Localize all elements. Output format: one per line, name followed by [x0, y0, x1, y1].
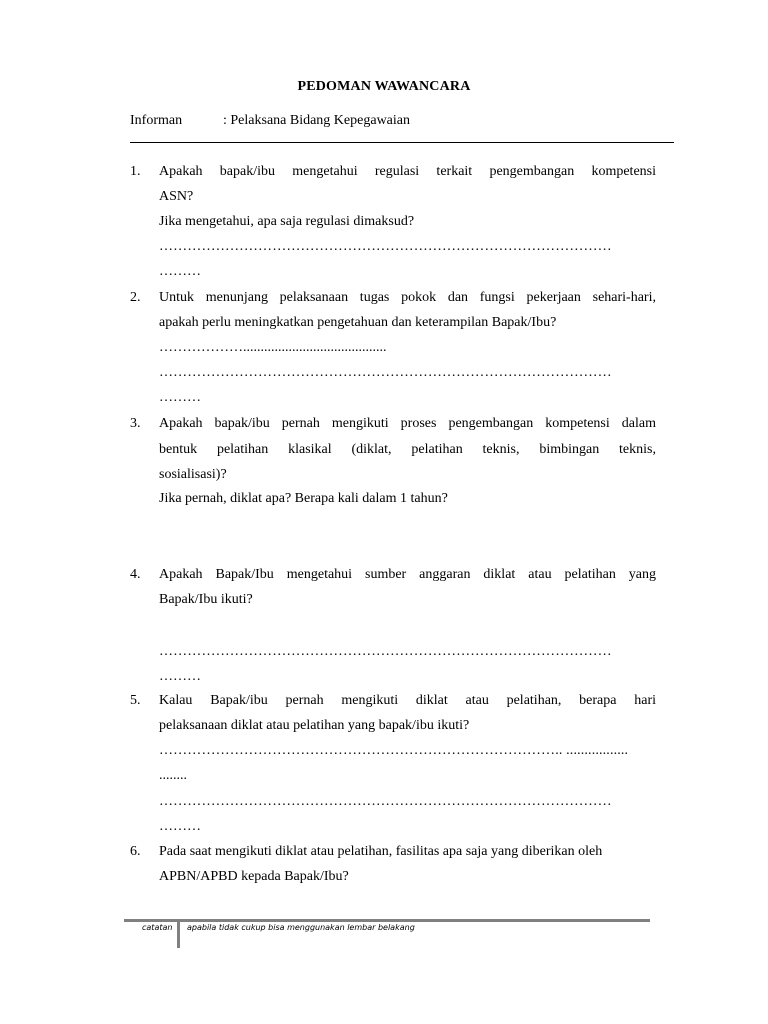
question-number: 5. [130, 693, 141, 708]
question-text: ASN? [159, 189, 194, 204]
question-text: Apakah bapak/ibu mengetahui regulasi terkait pengembangan kompetensi [159, 164, 656, 179]
answer-dotted-line: ………………………………………………………………………….. ................. [159, 743, 629, 758]
question-text: apakah perlu meningkatkan pengetahuan dan keterampilan Bapak/Ibu? [159, 315, 557, 330]
answer-dotted-line: ……… [159, 390, 201, 405]
answer-dotted-line: …………………………………………………………………………………… [159, 239, 612, 254]
informant-value: : Pelaksana Bidang Kepegawaian [223, 113, 410, 128]
question-text: Jika mengetahui, apa saja regulasi dimaksud? [159, 214, 415, 229]
question-text: pelaksanaan diklat atau pelatihan yang bapak/ibu ikuti? [159, 718, 470, 733]
answer-dotted-line: ………………......................................... [159, 340, 387, 355]
question-text: sosialisasi)? [159, 467, 227, 482]
question-text: Untuk menunjang pelaksanaan tugas pokok dan fungsi pekerjaan sehari-hari, [159, 290, 656, 305]
answer-dotted-line: …………………………………………………………………………………… [159, 644, 612, 659]
question-text: APBN/APBD kepada Bapak/Ibu? [159, 869, 349, 884]
footer-divider [124, 919, 650, 922]
question-number: 3. [130, 416, 141, 431]
question-text: Bapak/Ibu ikuti? [159, 592, 253, 607]
question-number: 6. [130, 844, 141, 859]
footer-label: catatan [142, 923, 173, 932]
question-text: Pada saat mengikuti diklat atau pelatihan, fasilitas apa saja yang diberikan oleh [159, 844, 603, 859]
answer-dotted-line: ……… [159, 819, 201, 834]
answer-dotted-line: …………………………………………………………………………………… [159, 365, 612, 380]
question-number: 1. [130, 164, 141, 179]
question-text: Kalau Bapak/ibu pernah mengikuti diklat atau pelatihan, berapa hari [159, 693, 656, 708]
answer-dotted-line: ……… [159, 264, 201, 279]
answer-dotted-line: ........ [159, 768, 187, 783]
footer-note: apabila tidak cukup bisa menggunakan lembar belakang [187, 923, 415, 932]
question-number: 2. [130, 290, 141, 305]
question-text: bentuk pelatihan klasikal (diklat, pelatihan teknis, bimbingan teknis, [159, 442, 656, 457]
question-text: Apakah bapak/ibu pernah mengikuti proses pengembangan kompetensi dalam [159, 416, 656, 431]
question-text: Apakah Bapak/Ibu mengetahui sumber anggaran diklat atau pelatihan yang [159, 567, 656, 582]
informant-label: Informan [130, 113, 183, 128]
document-title: PEDOMAN WAWANCARA [297, 79, 471, 94]
question-text: Jika pernah, diklat apa? Berapa kali dalam 1 tahun? [159, 491, 448, 506]
answer-dotted-line: …………………………………………………………………………………… [159, 794, 612, 809]
answer-dotted-line: ……… [159, 669, 201, 684]
footer-separator [177, 920, 180, 948]
question-number: 4. [130, 567, 141, 582]
informant-row [130, 113, 410, 129]
header-divider [130, 142, 674, 143]
